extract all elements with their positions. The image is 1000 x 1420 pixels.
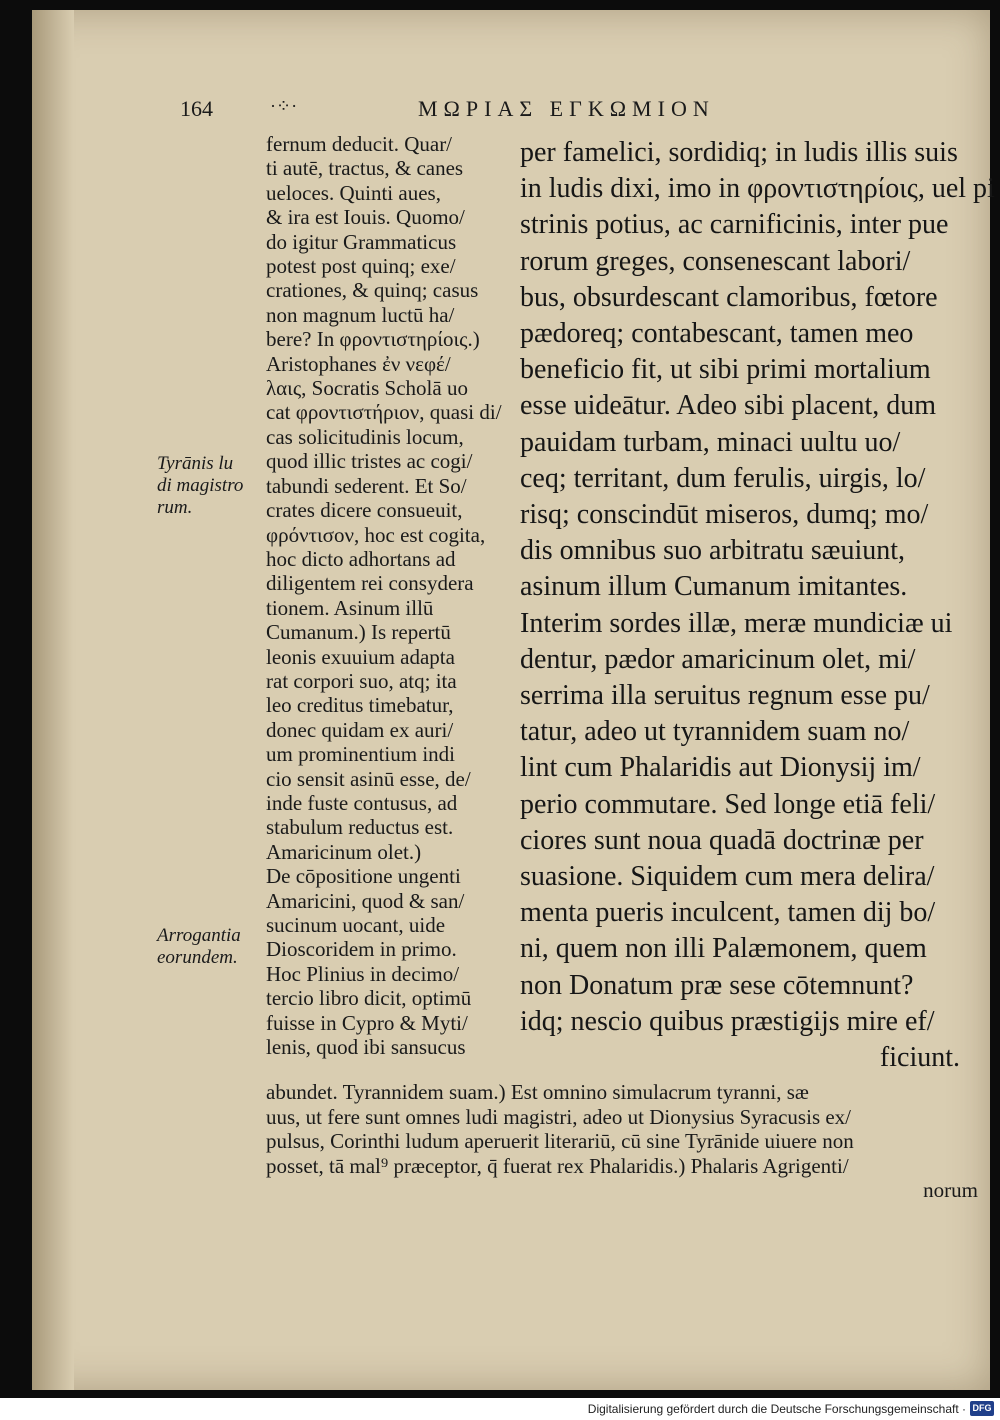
main-text-line: strinis potius, ac carnificinis, inter pue (520, 209, 949, 241)
page-number: 164 (180, 96, 213, 121)
main-text-line: ciores sunt noua quadā doctrinæ per (520, 824, 924, 856)
bottom-commentary-line: abundet. Tyrannidem suam.) Est omnino simulacrum tyranni, sæ (266, 1080, 809, 1104)
main-text-line: pauidam turbam, minaci uultu uo/ (520, 426, 901, 458)
commentary-line: rat corpori suo, atq; ita (266, 668, 457, 693)
commentary-line: Dioscoridem in primo. (266, 937, 457, 962)
commentary-line: fuisse in Cypro & Myti/ (266, 1010, 468, 1035)
page-gutter (32, 10, 74, 1390)
commentary-line: λαις, Socratis Scholā uo (266, 376, 468, 401)
main-text-column (520, 135, 995, 1076)
bottom-commentary-line: posset, tā mal⁹ præceptor, q̄ fuerat rex Phalaridis.) Phalaris Agrigenti/ (266, 1153, 849, 1178)
commentary-line: cas solicitudinis locum, (266, 424, 464, 449)
commentary-line: tabundi sederent. Et So/ (266, 473, 467, 498)
main-text-line: serrima illa seruitus regnum esse pu/ (520, 680, 930, 712)
commentary-line: cio sensit asinū esse, de/ (266, 766, 471, 791)
side-note-line: di magistro (157, 475, 244, 496)
commentary-line: Aristophanes ἐν νεφέ/ (266, 351, 451, 376)
dfg-logo: DFG (970, 1401, 994, 1416)
commentary-line: cat φροντιστήριον, quasi di/ (266, 400, 502, 425)
commentary-line: do igitur Grammaticus (266, 229, 457, 254)
commentary-line: bere? In φροντιστηρίοις.) (266, 327, 480, 352)
main-text-line: in ludis dixi, imo in φροντιστηρίοις, uel pi (520, 173, 995, 205)
bottom-commentary-line: norum (923, 1178, 978, 1202)
commentary-line: φρόντισον, hoc est cogita, (266, 522, 486, 547)
main-text-line: Interim sordes illæ, meræ mundiciæ ui (520, 607, 953, 639)
main-text-line: tatur, adeo ut tyrannidem suam no/ (520, 716, 910, 748)
main-text-line: pædoreq; contabescant, tamen meo (520, 318, 914, 350)
bottom-commentary-line: uus, ut fere sunt omnes ludi magistri, adeo ut Dionysius Syracusis ex/ (266, 1104, 852, 1129)
main-text-line: bus, obsurdescant clamoribus, fœtore (520, 281, 938, 313)
side-note-line: eorundem. (157, 947, 238, 968)
main-text-line: lint cum Phalaridis aut Dionysij im/ (520, 752, 921, 784)
commentary-line: tercio libro dicit, optimū (266, 986, 472, 1011)
commentary-line: quod illic tristes ac cogi/ (266, 449, 473, 474)
main-text-line: beneficio fit, ut sibi primi mortalium (520, 354, 931, 386)
digitization-footer (0, 1398, 1000, 1420)
book-page (32, 10, 995, 1390)
side-note-tyrannis (157, 453, 243, 519)
main-text-line: esse uideātur. Adeo sibi placent, dum (520, 390, 937, 422)
main-text-line: rorum greges, consenescant labori/ (520, 245, 911, 277)
commentary-line: leonis exuuium adapta (266, 644, 455, 669)
main-text-line: asinum illum Cumanum imitantes. (520, 571, 908, 603)
commentary-line: Amaricinum olet.) (266, 839, 422, 864)
main-text-line: menta pueris inculcent, tamen dij bo/ (520, 897, 936, 929)
running-head: ΜΩΡΙΑΣ ΕΓΚΩΜΙΟΝ (418, 96, 715, 121)
side-note-line: rum. (157, 497, 193, 518)
side-note-line: Tyrānis lu (157, 453, 234, 474)
main-text-line: ni, quem non illi Palæmonem, quem (520, 933, 927, 965)
bottom-commentary-line: pulsus, Corinthi ludum aperuerit literariū, cū sine Tyrānide uiuere non (266, 1129, 854, 1153)
main-text-line: suasione. Siquidem cum mera delira/ (520, 861, 935, 893)
commentary-line: tionem. Asinum illū (266, 595, 434, 620)
main-text-line: per famelici, sordidiq; in ludis illis suis (520, 137, 958, 168)
commentary-line: & ira est Iouis. Quomo/ (266, 205, 465, 230)
footer-credit: Digitalisierung gefördert durch die Deutsche Forschungsgemeinschaft · (587, 1402, 966, 1416)
commentary-line: fernum deducit. Quar/ (266, 132, 453, 156)
main-text-line: dentur, pædor amaricinum olet, mi/ (520, 643, 916, 675)
commentary-line: inde fuste contusus, ad (266, 790, 458, 815)
commentary-line: donec quidam ex auri/ (266, 717, 454, 742)
commentary-line: lenis, quod ibi sansucus (266, 1035, 466, 1060)
commentary-column (266, 132, 516, 1059)
bottom-commentary (266, 1080, 986, 1203)
commentary-line: leo creditus timebatur, (266, 693, 454, 718)
commentary-line: ti autē, tractus, & canes (266, 156, 464, 181)
commentary-line: crates dicere consueuit, (266, 498, 463, 523)
commentary-line: Cumanum.) Is repertū (266, 620, 451, 645)
commentary-line: Hoc Plinius in decimo/ (266, 961, 460, 986)
commentary-line: diligentem rei consydera (266, 571, 474, 596)
commentary-line: crationes, & quinq; casus (266, 278, 479, 303)
commentary-line: sucinum uocant, uide (266, 913, 446, 937)
commentary-line: Amaricini, quod & san/ (266, 888, 465, 913)
main-text-line: ceq; territant, dum ferulis, uirgis, lo/ (520, 462, 926, 494)
commentary-line: De cōpositione ungenti (266, 864, 461, 889)
commentary-line: potest post quinq; exe/ (266, 254, 456, 279)
side-note-line: Arrogantia (157, 925, 241, 946)
main-text-line: dis omnibus suo arbitratu sæuiunt, (520, 535, 905, 567)
main-text-line: perio commutare. Sed longe etiā feli/ (520, 788, 936, 820)
commentary-line: um prominentium indi (266, 742, 455, 767)
header-ornament: ·⁘· (270, 96, 298, 116)
main-text-line: risq; conscindūt miseros, dumq; mo/ (520, 499, 929, 531)
commentary-line: stabulum reductus est. (266, 815, 454, 840)
commentary-line: ueloces. Quinti aues, (266, 180, 441, 205)
commentary-line: hoc dicto adhortans ad (266, 546, 456, 571)
commentary-line: non magnum luctū ha/ (266, 302, 455, 327)
main-text-line: non Donatum præ sese cōtemnunt? (520, 969, 914, 1001)
main-text-line: idq; nescio quibus præstigijs mire ef/ (520, 1005, 935, 1037)
main-text-line: ficiunt. (879, 1042, 960, 1074)
side-note-arrogantia (157, 925, 241, 969)
